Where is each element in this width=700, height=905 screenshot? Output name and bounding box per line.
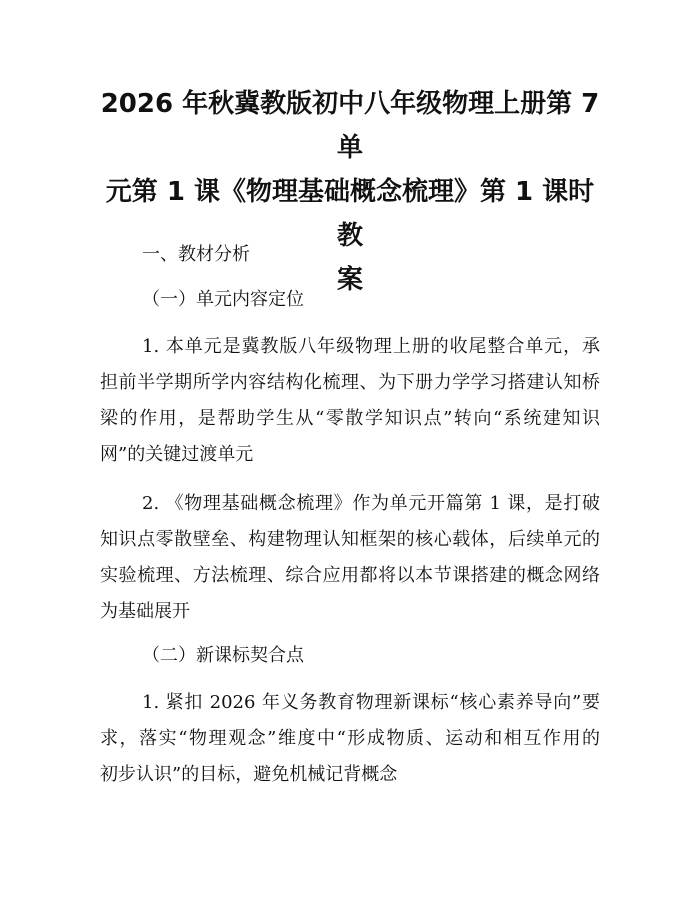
title-line: 2026 年秋冀教版初中八年级物理上册第 7 单 <box>100 89 600 163</box>
paragraph <box>100 329 600 473</box>
subsection-heading: （一）单元内容定位 <box>142 289 304 310</box>
paragraph-line: 2. 《物理基础概念梳理》作为单元开篇第 1 课，是打破 <box>142 493 600 514</box>
subsection-heading: （二）新课标契合点 <box>142 645 304 666</box>
paragraph-line: 1. 紧扣 2026 年义务教育物理新课标“核心素养导向”要 <box>142 692 600 713</box>
title-line: 元第 1 课《物理基础概念梳理》第 1 课时教 <box>105 177 595 251</box>
paragraph-line: 初步认识”的目标，避免机械记背概念 <box>100 764 398 785</box>
paragraph-line: 网”的关键过渡单元 <box>100 444 254 465</box>
paragraph-line: 求，落实“物理观念”维度中“形成物质、运动和相互作用的 <box>100 728 600 749</box>
paragraph-line: 知识点零散壁垒、构建物理认知框架的核心载体，后续单元的 <box>100 529 600 550</box>
section-heading: 一、教材分析 <box>142 244 250 265</box>
paragraph-line: 1. 本单元是冀教版八年级物理上册的收尾整合单元，承 <box>142 336 600 357</box>
paragraph <box>100 486 600 630</box>
document-title <box>100 82 600 302</box>
paragraph <box>100 685 600 793</box>
paragraph-line: 实验梳理、方法梳理、综合应用都将以本节课搭建的概念网络 <box>100 565 600 586</box>
paragraph-line: 为基础展开 <box>100 601 190 622</box>
paragraph-line: 梁的作用，是帮助学生从“零散学知识点”转向“系统建知识 <box>100 408 600 429</box>
title-line: 案 <box>336 265 363 295</box>
paragraph-line: 担前半学期所学内容结构化梳理、为下册力学学习搭建认知桥 <box>100 372 600 393</box>
